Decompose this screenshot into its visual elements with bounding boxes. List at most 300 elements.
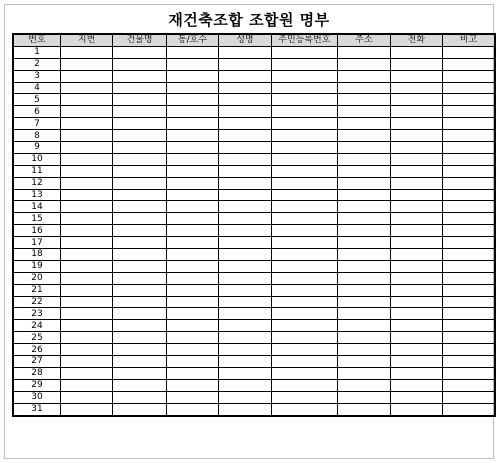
remarks-cell[interactable] xyxy=(442,356,495,368)
lot-number-cell[interactable] xyxy=(60,70,112,82)
address-cell[interactable] xyxy=(338,46,390,58)
unit-cell[interactable] xyxy=(166,165,218,177)
address-cell[interactable] xyxy=(338,284,390,296)
remarks-cell[interactable] xyxy=(442,58,495,70)
row-number-cell: 18 xyxy=(13,249,60,261)
remarks-cell[interactable] xyxy=(442,118,495,130)
unit-cell[interactable] xyxy=(166,189,218,201)
phone-cell[interactable] xyxy=(390,272,442,284)
resident-id-cell[interactable] xyxy=(271,165,338,177)
remarks-cell[interactable] xyxy=(442,391,495,403)
lot-number-cell[interactable] xyxy=(60,356,112,368)
name-cell[interactable] xyxy=(219,142,271,154)
resident-id-cell[interactable] xyxy=(271,58,338,70)
building-name-cell[interactable] xyxy=(113,320,166,332)
building-name-cell[interactable] xyxy=(113,213,166,225)
row-number-cell: 7 xyxy=(13,118,60,130)
phone-cell[interactable] xyxy=(390,118,442,130)
unit-cell[interactable] xyxy=(166,391,218,403)
lot-number-cell[interactable] xyxy=(60,82,112,94)
address-cell[interactable] xyxy=(338,391,390,403)
building-name-cell[interactable] xyxy=(113,296,166,308)
phone-cell[interactable] xyxy=(390,237,442,249)
unit-cell[interactable] xyxy=(166,356,218,368)
address-cell[interactable] xyxy=(338,356,390,368)
address-cell[interactable] xyxy=(338,189,390,201)
address-cell[interactable] xyxy=(338,58,390,70)
name-cell[interactable] xyxy=(219,213,271,225)
address-cell[interactable] xyxy=(338,130,390,142)
address-cell[interactable] xyxy=(338,70,390,82)
unit-cell[interactable] xyxy=(166,379,218,391)
remarks-cell[interactable] xyxy=(442,344,495,356)
lot-number-cell[interactable] xyxy=(60,165,112,177)
row-number-cell: 19 xyxy=(13,260,60,272)
unit-cell[interactable] xyxy=(166,296,218,308)
remarks-cell[interactable] xyxy=(442,70,495,82)
address-cell[interactable] xyxy=(338,308,390,320)
address-cell[interactable] xyxy=(338,118,390,130)
building-name-cell[interactable] xyxy=(113,403,166,415)
address-cell[interactable] xyxy=(338,94,390,106)
resident-id-cell[interactable] xyxy=(271,94,338,106)
unit-cell[interactable] xyxy=(166,320,218,332)
lot-number-cell[interactable] xyxy=(60,249,112,261)
table-row xyxy=(13,344,495,356)
resident-id-cell[interactable] xyxy=(271,367,338,379)
resident-id-cell[interactable] xyxy=(271,344,338,356)
phone-cell[interactable] xyxy=(390,177,442,189)
building-name-cell[interactable] xyxy=(113,225,166,237)
row-number-cell: 27 xyxy=(13,356,60,368)
remarks-cell[interactable] xyxy=(442,213,495,225)
lot-number-cell[interactable] xyxy=(60,106,112,118)
building-name-cell[interactable] xyxy=(113,142,166,154)
name-cell[interactable] xyxy=(219,320,271,332)
remarks-cell[interactable] xyxy=(442,284,495,296)
building-name-cell[interactable] xyxy=(113,272,166,284)
lot-number-cell[interactable] xyxy=(60,46,112,58)
phone-cell[interactable] xyxy=(390,367,442,379)
lot-number-cell[interactable] xyxy=(60,320,112,332)
lot-number-cell[interactable] xyxy=(60,153,112,165)
unit-cell[interactable] xyxy=(166,284,218,296)
row-number-cell: 28 xyxy=(13,367,60,379)
lot-number-cell[interactable] xyxy=(60,201,112,213)
table-row xyxy=(13,367,495,379)
table-row xyxy=(13,213,495,225)
member-register-table xyxy=(12,33,496,417)
row-number-cell: 12 xyxy=(13,177,60,189)
row-number-cell: 5 xyxy=(13,94,60,106)
name-cell[interactable] xyxy=(219,118,271,130)
table-row xyxy=(13,379,495,391)
remarks-cell[interactable] xyxy=(442,308,495,320)
unit-cell[interactable] xyxy=(166,82,218,94)
resident-id-cell[interactable] xyxy=(271,142,338,154)
resident-id-cell[interactable] xyxy=(271,153,338,165)
building-name-cell[interactable] xyxy=(113,367,166,379)
table-row xyxy=(13,142,495,154)
table-row xyxy=(13,106,495,118)
row-number-cell: 25 xyxy=(13,332,60,344)
table-row xyxy=(13,165,495,177)
unit-cell[interactable] xyxy=(166,177,218,189)
unit-cell[interactable] xyxy=(166,367,218,379)
row-number-cell: 3 xyxy=(13,70,60,82)
column-header-unit: 동/호수 xyxy=(166,34,218,46)
name-cell[interactable] xyxy=(219,58,271,70)
lot-number-cell[interactable] xyxy=(60,142,112,154)
name-cell[interactable] xyxy=(219,106,271,118)
resident-id-cell[interactable] xyxy=(271,320,338,332)
name-cell[interactable] xyxy=(219,332,271,344)
name-cell[interactable] xyxy=(219,249,271,261)
phone-cell[interactable] xyxy=(390,249,442,261)
phone-cell[interactable] xyxy=(390,284,442,296)
address-cell[interactable] xyxy=(338,153,390,165)
lot-number-cell[interactable] xyxy=(60,272,112,284)
lot-number-cell[interactable] xyxy=(60,260,112,272)
resident-id-cell[interactable] xyxy=(271,82,338,94)
remarks-cell[interactable] xyxy=(442,165,495,177)
resident-id-cell[interactable] xyxy=(271,308,338,320)
building-name-cell[interactable] xyxy=(113,177,166,189)
lot-number-cell[interactable] xyxy=(60,237,112,249)
phone-cell[interactable] xyxy=(390,403,442,415)
building-name-cell[interactable] xyxy=(113,82,166,94)
name-cell[interactable] xyxy=(219,201,271,213)
resident-id-cell[interactable] xyxy=(271,225,338,237)
resident-id-cell[interactable] xyxy=(271,70,338,82)
row-number-cell: 30 xyxy=(13,391,60,403)
remarks-cell[interactable] xyxy=(442,367,495,379)
unit-cell[interactable] xyxy=(166,46,218,58)
remarks-cell[interactable] xyxy=(442,106,495,118)
name-cell[interactable] xyxy=(219,82,271,94)
resident-id-cell[interactable] xyxy=(271,391,338,403)
unit-cell[interactable] xyxy=(166,118,218,130)
building-name-cell[interactable] xyxy=(113,130,166,142)
unit-cell[interactable] xyxy=(166,130,218,142)
name-cell[interactable] xyxy=(219,379,271,391)
lot-number-cell[interactable] xyxy=(60,391,112,403)
address-cell[interactable] xyxy=(338,225,390,237)
building-name-cell[interactable] xyxy=(113,189,166,201)
building-name-cell[interactable] xyxy=(113,46,166,58)
phone-cell[interactable] xyxy=(390,213,442,225)
building-name-cell[interactable] xyxy=(113,356,166,368)
table-row xyxy=(13,249,495,261)
resident-id-cell[interactable] xyxy=(271,356,338,368)
sheet xyxy=(4,4,494,459)
building-name-cell[interactable] xyxy=(113,332,166,344)
unit-cell[interactable] xyxy=(166,272,218,284)
resident-id-cell[interactable] xyxy=(271,213,338,225)
address-cell[interactable] xyxy=(338,272,390,284)
remarks-cell[interactable] xyxy=(442,249,495,261)
remarks-cell[interactable] xyxy=(442,130,495,142)
unit-cell[interactable] xyxy=(166,142,218,154)
table-row xyxy=(13,284,495,296)
row-number-cell: 16 xyxy=(13,225,60,237)
row-number-cell: 14 xyxy=(13,201,60,213)
name-cell[interactable] xyxy=(219,70,271,82)
address-cell[interactable] xyxy=(338,403,390,415)
address-cell[interactable] xyxy=(338,260,390,272)
name-cell[interactable] xyxy=(219,189,271,201)
remarks-cell[interactable] xyxy=(442,237,495,249)
table-row xyxy=(13,189,495,201)
phone-cell[interactable] xyxy=(390,391,442,403)
phone-cell[interactable] xyxy=(390,46,442,58)
building-name-cell[interactable] xyxy=(113,165,166,177)
unit-cell[interactable] xyxy=(166,58,218,70)
row-number-cell: 26 xyxy=(13,344,60,356)
name-cell[interactable] xyxy=(219,130,271,142)
address-cell[interactable] xyxy=(338,82,390,94)
name-cell[interactable] xyxy=(219,344,271,356)
building-name-cell[interactable] xyxy=(113,237,166,249)
document-title: 재건축조합 조합원 명부 xyxy=(168,11,330,29)
building-name-cell[interactable] xyxy=(113,70,166,82)
lot-number-cell[interactable] xyxy=(60,367,112,379)
row-number-cell: 15 xyxy=(13,213,60,225)
phone-cell[interactable] xyxy=(390,320,442,332)
remarks-cell[interactable] xyxy=(442,272,495,284)
resident-id-cell[interactable] xyxy=(271,272,338,284)
name-cell[interactable] xyxy=(219,153,271,165)
address-cell[interactable] xyxy=(338,165,390,177)
phone-cell[interactable] xyxy=(390,344,442,356)
phone-cell[interactable] xyxy=(390,82,442,94)
lot-number-cell[interactable] xyxy=(60,344,112,356)
address-cell[interactable] xyxy=(338,142,390,154)
table-row xyxy=(13,260,495,272)
remarks-cell[interactable] xyxy=(442,296,495,308)
phone-cell[interactable] xyxy=(390,153,442,165)
address-cell[interactable] xyxy=(338,344,390,356)
lot-number-cell[interactable] xyxy=(60,308,112,320)
lot-number-cell[interactable] xyxy=(60,296,112,308)
unit-cell[interactable] xyxy=(166,403,218,415)
unit-cell[interactable] xyxy=(166,153,218,165)
address-cell[interactable] xyxy=(338,237,390,249)
phone-cell[interactable] xyxy=(390,70,442,82)
building-name-cell[interactable] xyxy=(113,249,166,261)
address-cell[interactable] xyxy=(338,213,390,225)
row-number-cell: 29 xyxy=(13,379,60,391)
table-row xyxy=(13,118,495,130)
address-cell[interactable] xyxy=(338,177,390,189)
table-row xyxy=(13,94,495,106)
phone-cell[interactable] xyxy=(390,379,442,391)
name-cell[interactable] xyxy=(219,94,271,106)
remarks-cell[interactable] xyxy=(442,260,495,272)
remarks-cell[interactable] xyxy=(442,189,495,201)
row-number-cell: 2 xyxy=(13,58,60,70)
resident-id-cell[interactable] xyxy=(271,332,338,344)
table-row xyxy=(13,58,495,70)
building-name-cell[interactable] xyxy=(113,308,166,320)
name-cell[interactable] xyxy=(219,356,271,368)
name-cell[interactable] xyxy=(219,237,271,249)
row-number-cell: 6 xyxy=(13,106,60,118)
building-name-cell[interactable] xyxy=(113,379,166,391)
lot-number-cell[interactable] xyxy=(60,58,112,70)
phone-cell[interactable] xyxy=(390,201,442,213)
table-row xyxy=(13,82,495,94)
remarks-cell[interactable] xyxy=(442,177,495,189)
name-cell[interactable] xyxy=(219,46,271,58)
building-name-cell[interactable] xyxy=(113,201,166,213)
resident-id-cell[interactable] xyxy=(271,130,338,142)
building-name-cell[interactable] xyxy=(113,153,166,165)
table-row xyxy=(13,201,495,213)
unit-cell[interactable] xyxy=(166,260,218,272)
resident-id-cell[interactable] xyxy=(271,177,338,189)
unit-cell[interactable] xyxy=(166,94,218,106)
phone-cell[interactable] xyxy=(390,332,442,344)
unit-cell[interactable] xyxy=(166,237,218,249)
address-cell[interactable] xyxy=(338,249,390,261)
phone-cell[interactable] xyxy=(390,225,442,237)
building-name-cell[interactable] xyxy=(113,344,166,356)
column-header-building-name: 건물명 xyxy=(113,34,166,46)
address-cell[interactable] xyxy=(338,332,390,344)
name-cell[interactable] xyxy=(219,165,271,177)
unit-cell[interactable] xyxy=(166,201,218,213)
lot-number-cell[interactable] xyxy=(60,403,112,415)
phone-cell[interactable] xyxy=(390,296,442,308)
row-number-cell: 9 xyxy=(13,142,60,154)
resident-id-cell[interactable] xyxy=(271,201,338,213)
resident-id-cell[interactable] xyxy=(271,403,338,415)
row-number-cell: 11 xyxy=(13,165,60,177)
address-cell[interactable] xyxy=(338,201,390,213)
phone-cell[interactable] xyxy=(390,142,442,154)
remarks-cell[interactable] xyxy=(442,46,495,58)
lot-number-cell[interactable] xyxy=(60,213,112,225)
phone-cell[interactable] xyxy=(390,94,442,106)
table-row xyxy=(13,70,495,82)
phone-cell[interactable] xyxy=(390,58,442,70)
unit-cell[interactable] xyxy=(166,344,218,356)
lot-number-cell[interactable] xyxy=(60,177,112,189)
column-header-lot-number: 지번 xyxy=(60,34,112,46)
address-cell[interactable] xyxy=(338,296,390,308)
phone-cell[interactable] xyxy=(390,308,442,320)
building-name-cell[interactable] xyxy=(113,284,166,296)
building-name-cell[interactable] xyxy=(113,106,166,118)
resident-id-cell[interactable] xyxy=(271,284,338,296)
row-number-cell: 1 xyxy=(13,46,60,58)
column-header-name: 성명 xyxy=(219,34,271,46)
table-row xyxy=(13,403,495,415)
lot-number-cell[interactable] xyxy=(60,284,112,296)
unit-cell[interactable] xyxy=(166,308,218,320)
name-cell[interactable] xyxy=(219,284,271,296)
remarks-cell[interactable] xyxy=(442,82,495,94)
lot-number-cell[interactable] xyxy=(60,225,112,237)
building-name-cell[interactable] xyxy=(113,260,166,272)
lot-number-cell[interactable] xyxy=(60,118,112,130)
resident-id-cell[interactable] xyxy=(271,189,338,201)
row-number-cell: 17 xyxy=(13,237,60,249)
address-cell[interactable] xyxy=(338,379,390,391)
resident-id-cell[interactable] xyxy=(271,106,338,118)
unit-cell[interactable] xyxy=(166,225,218,237)
lot-number-cell[interactable] xyxy=(60,379,112,391)
row-number-cell: 8 xyxy=(13,130,60,142)
phone-cell[interactable] xyxy=(390,165,442,177)
building-name-cell[interactable] xyxy=(113,391,166,403)
resident-id-cell[interactable] xyxy=(271,296,338,308)
name-cell[interactable] xyxy=(219,272,271,284)
lot-number-cell[interactable] xyxy=(60,189,112,201)
remarks-cell[interactable] xyxy=(442,332,495,344)
phone-cell[interactable] xyxy=(390,130,442,142)
phone-cell[interactable] xyxy=(390,189,442,201)
remarks-cell[interactable] xyxy=(442,201,495,213)
name-cell[interactable] xyxy=(219,403,271,415)
remarks-cell[interactable] xyxy=(442,142,495,154)
building-name-cell[interactable] xyxy=(113,118,166,130)
lot-number-cell[interactable] xyxy=(60,332,112,344)
remarks-cell[interactable] xyxy=(442,403,495,415)
building-name-cell[interactable] xyxy=(113,94,166,106)
unit-cell[interactable] xyxy=(166,332,218,344)
table-row xyxy=(13,153,495,165)
name-cell[interactable] xyxy=(219,225,271,237)
remarks-cell[interactable] xyxy=(442,94,495,106)
name-cell[interactable] xyxy=(219,367,271,379)
resident-id-cell[interactable] xyxy=(271,249,338,261)
column-header-address: 주소 xyxy=(338,34,390,46)
address-cell[interactable] xyxy=(338,106,390,118)
row-number-cell: 13 xyxy=(13,189,60,201)
name-cell[interactable] xyxy=(219,308,271,320)
name-cell[interactable] xyxy=(219,391,271,403)
table-row xyxy=(13,391,495,403)
name-cell[interactable] xyxy=(219,177,271,189)
resident-id-cell[interactable] xyxy=(271,379,338,391)
remarks-cell[interactable] xyxy=(442,153,495,165)
remarks-cell[interactable] xyxy=(442,320,495,332)
resident-id-cell[interactable] xyxy=(271,46,338,58)
table-row xyxy=(13,296,495,308)
resident-id-cell[interactable] xyxy=(271,118,338,130)
unit-cell[interactable] xyxy=(166,70,218,82)
phone-cell[interactable] xyxy=(390,260,442,272)
name-cell[interactable] xyxy=(219,260,271,272)
lot-number-cell[interactable] xyxy=(60,130,112,142)
unit-cell[interactable] xyxy=(166,249,218,261)
phone-cell[interactable] xyxy=(390,356,442,368)
resident-id-cell[interactable] xyxy=(271,237,338,249)
lot-number-cell[interactable] xyxy=(60,94,112,106)
remarks-cell[interactable] xyxy=(442,225,495,237)
phone-cell[interactable] xyxy=(390,106,442,118)
unit-cell[interactable] xyxy=(166,106,218,118)
address-cell[interactable] xyxy=(338,320,390,332)
name-cell[interactable] xyxy=(219,296,271,308)
resident-id-cell[interactable] xyxy=(271,260,338,272)
remarks-cell[interactable] xyxy=(442,379,495,391)
address-cell[interactable] xyxy=(338,367,390,379)
building-name-cell[interactable] xyxy=(113,58,166,70)
unit-cell[interactable] xyxy=(166,213,218,225)
